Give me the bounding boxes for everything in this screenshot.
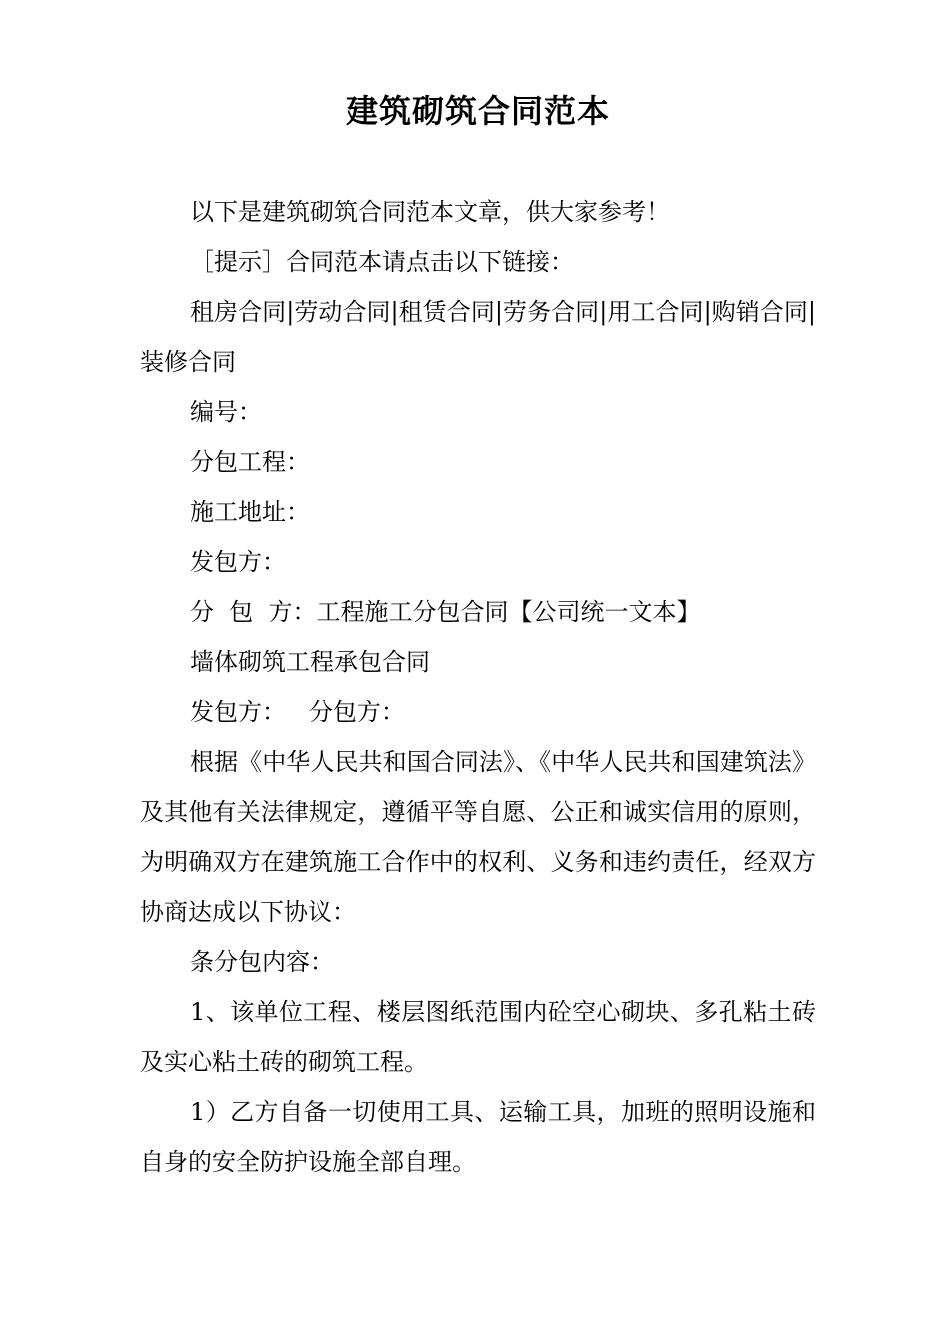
paragraph-parties: 发包方： 分包方： xyxy=(190,698,405,726)
paragraph-hint: ［提示］合同范本请点击以下链接： xyxy=(190,248,574,276)
paragraph-contract-name: 墙体砌筑工程承包合同 xyxy=(190,648,430,676)
paragraph-intro: 以下是建筑砌筑合同范本文章，供大家参考！ xyxy=(190,198,670,226)
paragraph-legal-basis: 根据《中华人民共和国合同法》、《中华人民共和国建筑法》及其他有关法律规定，遵循平等自愿、公正和诚实信用的原则，为明确双方在建筑施工合作中的权利、义务和违约责任，经双方协商达成以下协议： xyxy=(140,748,816,926)
document-page xyxy=(140,0,816,1187)
document-title: 建筑砌筑合同范本 xyxy=(345,92,610,130)
field-contractor: 发包方： xyxy=(190,548,286,576)
document-body xyxy=(140,187,816,1187)
paragraph-contract-links: 租房合同|劳动合同|租赁合同|劳务合同|用工合同|购销合同|装修合同 xyxy=(140,298,816,376)
paragraph-article-heading: 条分包内容： xyxy=(190,948,334,976)
field-subcontract-project: 分包工程： xyxy=(190,448,310,476)
field-construction-address: 施工地址： xyxy=(190,498,310,526)
field-number: 编号： xyxy=(190,398,262,426)
paragraph-item-1: 1、该单位工程、楼层图纸范围内砼空心砌块、多孔粘土砖及实心粘土砖的砌筑工程。 xyxy=(140,998,816,1076)
field-subcontractor: 分 包 方：工程施工分包合同【公司统一文本】 xyxy=(190,598,701,626)
paragraph-item-1-1: 1）乙方自备一切使用工具、运输工具，加班的照明设施和自身的安全防护设施全部自理。 xyxy=(140,1098,816,1176)
